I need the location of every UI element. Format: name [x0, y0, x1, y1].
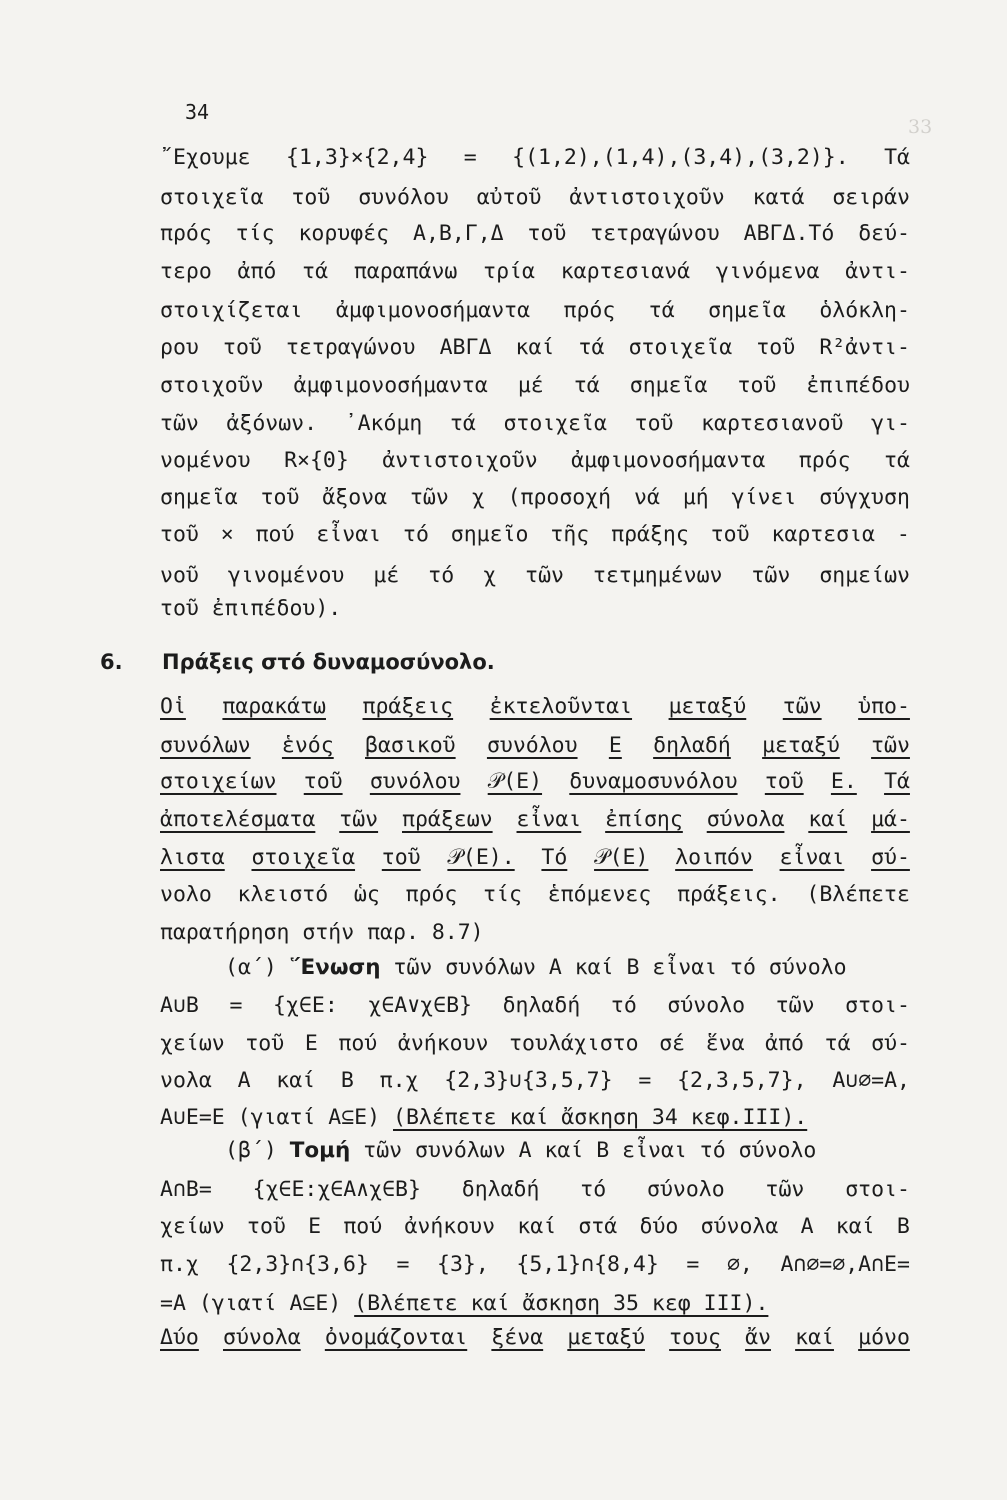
union-prefix: (α΄) — [225, 955, 290, 980]
word: νά — [634, 485, 660, 510]
text-line — [160, 409, 910, 439]
word: τό — [403, 522, 429, 547]
union-term: ῞Ενωση — [289, 955, 381, 980]
word: γινομένου — [227, 563, 345, 588]
word: τό — [610, 993, 637, 1018]
word: τῶν — [751, 563, 791, 588]
word: Τά — [884, 145, 910, 170]
word: μεταξύ — [567, 1325, 645, 1350]
word: = — [686, 1252, 700, 1277]
text-line — [160, 143, 910, 173]
word: × — [220, 522, 234, 547]
word: τουλάχιστο — [509, 1031, 639, 1056]
word: τῶν — [765, 1177, 805, 1202]
word: σύ- — [871, 845, 910, 870]
word: τό — [428, 563, 455, 588]
word: παραπάνω — [353, 259, 458, 284]
word: τοῦ — [527, 221, 567, 246]
word: ᾿Ακόμη — [344, 411, 423, 436]
word: ὑπο- — [858, 694, 910, 719]
text-line — [160, 1289, 910, 1319]
text-line — [160, 257, 910, 287]
word: Α∩Β= — [160, 1177, 212, 1202]
text-line — [160, 1103, 910, 1133]
word: τοῦ — [737, 373, 777, 398]
word: τῆς — [550, 522, 590, 547]
word: {5,1}∩{8,4} — [516, 1252, 659, 1277]
word: πράξεις. — [677, 882, 781, 907]
word: μεταξύ — [762, 733, 840, 758]
word: ἑνός — [281, 733, 334, 758]
word: λιστα — [160, 845, 225, 870]
word: τοῦ — [710, 522, 750, 547]
word: καί — [515, 335, 555, 360]
word: ∅, — [726, 1252, 753, 1277]
word: τῶν — [871, 733, 910, 758]
word: Ε. — [830, 769, 857, 794]
section-title: Πράξεις στό δυναμοσύνολο. — [162, 650, 495, 674]
word: ἐκτελοῦνται — [489, 694, 633, 719]
word: μέ — [373, 563, 400, 588]
text-line-underlined — [160, 843, 910, 873]
word: Δύο — [160, 1325, 199, 1350]
word: εἶναι — [316, 522, 382, 547]
word: ὀνομάζονται — [324, 1325, 468, 1350]
text-line — [160, 1212, 910, 1242]
word: ῎Εχουμε — [160, 145, 251, 170]
text-line — [160, 561, 910, 591]
word: τετραγώνου — [286, 335, 416, 360]
word: τῶν — [775, 993, 815, 1018]
word: ὡς — [353, 882, 380, 907]
word: στοι- — [845, 993, 910, 1018]
text-line-underlined — [160, 731, 910, 761]
word: σημεῖο — [450, 522, 529, 547]
word: ἐπίσης — [605, 807, 683, 832]
word: δηλαδή — [653, 733, 731, 758]
union-rest: τῶν συνόλων Α καί Β εἶναι τό σύνολο — [380, 955, 847, 980]
word: Α — [237, 1068, 251, 1093]
word: πρός — [405, 882, 458, 907]
word: στοιχεῖα — [503, 411, 608, 436]
word: Οἱ — [160, 694, 186, 719]
intersection-term: Τομή — [289, 1138, 351, 1163]
word: {2,3}∪{3,5,7} — [444, 1068, 613, 1093]
text-line: παρατήρηση στήν παρ. 8.7) — [160, 920, 484, 945]
word: καρτεσια — [771, 522, 876, 547]
union-definition-line — [225, 953, 910, 983]
word: Β — [340, 1068, 354, 1093]
word: {3}, — [437, 1252, 489, 1277]
word: τά — [824, 1031, 851, 1056]
word: χ — [483, 563, 497, 588]
text-line-underlined — [160, 805, 910, 835]
word: χ — [471, 485, 485, 510]
word: ἀξόνων. — [226, 411, 318, 436]
word: καί — [517, 1214, 557, 1239]
word: τά — [578, 335, 605, 360]
word: πράξεων — [402, 807, 493, 832]
word: τό — [580, 1177, 607, 1202]
word: γίνει — [731, 485, 797, 510]
word: τοῦ — [223, 335, 262, 360]
word: σύνολα — [223, 1325, 301, 1350]
word: δηλαδή — [502, 993, 581, 1018]
word: πού — [343, 1214, 383, 1239]
word: στά — [578, 1214, 618, 1239]
word: {χ∈Ε: — [273, 993, 338, 1018]
text-line — [160, 880, 910, 910]
word: π.χ — [379, 1068, 419, 1093]
word: συνόλου — [358, 185, 449, 210]
word: ἀπό — [237, 259, 277, 284]
word: Α∪Β — [160, 993, 199, 1018]
word: μέ — [517, 373, 544, 398]
word: ἀμφιμονοσήμαντα — [335, 298, 531, 323]
word: Α∩∅=∅,Α∩Ε= — [780, 1252, 910, 1277]
word: εἶναι — [779, 845, 845, 870]
word: ἀνήκουν — [404, 1214, 496, 1239]
word: μή — [682, 485, 709, 510]
page-number: 34 — [185, 100, 210, 124]
word: συνόλων — [160, 733, 251, 758]
word: πρός — [798, 448, 851, 473]
word: νολα — [160, 1068, 212, 1093]
word: συνόλου — [486, 733, 578, 758]
word: τά — [884, 448, 910, 473]
word: γινόμενα — [715, 259, 820, 284]
word: στοιχεῖα — [628, 335, 733, 360]
word: τοῦ — [381, 845, 421, 870]
word: τῶν — [782, 694, 822, 719]
word: Τό — [541, 845, 568, 870]
word: τετραγώνου — [590, 221, 720, 246]
word: Β — [896, 1214, 910, 1239]
word: νοῦ — [160, 563, 199, 588]
word: χείων — [160, 1214, 225, 1239]
word: {2,3}∩{3,6} — [226, 1252, 369, 1277]
word: χ∈Α∨χ∈Β} — [368, 993, 472, 1018]
word: Α,Β,Γ,Δ — [413, 221, 504, 246]
word: σύνολο — [667, 993, 746, 1018]
word: καί — [795, 1325, 834, 1350]
word: πού — [338, 1031, 378, 1056]
word: τά — [449, 411, 476, 436]
word: καί — [276, 1068, 316, 1093]
word: ἀμφιμονοσήμαντα — [571, 448, 766, 473]
word: σημεῖα — [708, 298, 786, 323]
union-last-plain: Α∪Ε=Ε (γιατί Α⊆Ε) — [160, 1105, 393, 1130]
word: {2,3,5,7}, — [677, 1068, 807, 1093]
word: τά — [648, 298, 675, 323]
text-line — [160, 991, 910, 1021]
word: ἀντιστοιχοῦν — [382, 448, 538, 473]
intersection-definition-line — [225, 1136, 910, 1166]
word: τοῦ — [245, 1031, 285, 1056]
word: καί — [808, 807, 848, 832]
word: ἐπιπέδου — [806, 373, 910, 398]
word: = — [229, 993, 243, 1018]
word: τοῦ — [247, 1214, 286, 1239]
word: ΑΒΓΔ — [439, 335, 492, 360]
word: 𝒫(Ε) — [487, 769, 543, 794]
text-line — [160, 183, 910, 213]
word: τοῦ — [764, 769, 804, 794]
word: τοῦ — [303, 769, 343, 794]
word: τοῦ — [160, 522, 199, 547]
word: Τά — [884, 769, 910, 794]
intersection-last-plain: =Α (γιατί Α⊆Ε) — [160, 1291, 355, 1316]
text-line — [160, 1029, 910, 1059]
word: αὐτοῦ — [476, 185, 542, 210]
word: τῶν — [525, 563, 564, 588]
word: {χ∈Ε:χ∈Α∧χ∈Β} — [252, 1177, 421, 1202]
word: χείων — [160, 1031, 225, 1056]
word: νομένου — [160, 448, 251, 473]
text-line-underlined — [160, 692, 910, 722]
word: = — [463, 145, 477, 170]
word: (προσοχή — [507, 485, 612, 510]
word: βασικοῦ — [365, 733, 456, 758]
word: ξένα — [491, 1325, 544, 1350]
intersection-rest: τῶν συνόλων Α καί Β εἶναι τό σύνολο — [350, 1138, 817, 1163]
word: Ε — [308, 1214, 322, 1239]
word: μόνο — [858, 1325, 910, 1350]
union-exercise-reference: (Βλέπετε καί ἄσκηση 34 κεφ.III). — [393, 1105, 808, 1130]
word: λοιπόν — [675, 845, 753, 870]
word: σύνολα — [700, 1214, 779, 1239]
word: ἕνα — [705, 1031, 745, 1056]
word: 𝒫(Ε). — [447, 845, 515, 870]
text-line-underlined — [160, 1323, 910, 1353]
word: R×{0} — [284, 448, 349, 473]
word: δυναμοσυνόλου — [569, 769, 738, 794]
text-line-underlined — [160, 767, 910, 797]
word: συνόλου — [369, 769, 461, 794]
word: ἀντι- — [845, 259, 910, 284]
word: πράξης — [611, 522, 689, 547]
word: τίς — [235, 221, 275, 246]
word: σύγχυση — [819, 485, 910, 510]
text-line — [160, 1066, 910, 1096]
word: σέ — [659, 1031, 686, 1056]
bleed-through-mark: 33 — [908, 116, 933, 138]
word: στοιχεῖα — [251, 845, 356, 870]
intersection-exercise-reference: (Βλέπετε καί ἄσκηση 35 κεφ III). — [354, 1291, 769, 1316]
text-line — [160, 333, 910, 363]
word: {(1,2),(1,4),(3,4),(3,2)}. — [512, 145, 849, 170]
word: Ε — [304, 1031, 318, 1056]
text-line — [160, 296, 910, 326]
word: παρακάτω — [222, 694, 326, 719]
word: τετμημένων — [593, 563, 723, 588]
word: π.χ — [160, 1252, 199, 1277]
text-line — [160, 446, 910, 476]
word: μά- — [871, 807, 910, 832]
word: τους — [669, 1325, 721, 1350]
text-line — [160, 371, 910, 401]
word: τά — [573, 373, 600, 398]
word: πρός — [160, 221, 212, 246]
word: τρία — [483, 259, 535, 284]
word: ΑΒΓΔ.Τό — [743, 221, 835, 246]
word: γι- — [871, 411, 910, 436]
word: κλειστό — [237, 882, 329, 907]
word: καρτεσιανοῦ — [701, 411, 844, 436]
word: κορυφές — [298, 221, 390, 246]
word: στοιχοῦν — [160, 373, 264, 398]
word: ἄν — [745, 1325, 771, 1350]
word: εἶναι — [516, 807, 582, 832]
word: ρου — [160, 335, 199, 360]
word: στοιχείων — [160, 769, 277, 794]
word: στοι- — [845, 1177, 910, 1202]
word: ἄξονα — [322, 485, 388, 510]
word: κατά — [752, 185, 805, 210]
word: Α∪∅=Α, — [832, 1068, 910, 1093]
section-number: 6. — [100, 650, 123, 674]
text-line — [160, 520, 910, 550]
word: Α — [800, 1214, 814, 1239]
word: τερο — [160, 259, 212, 284]
word: τοῦ — [756, 335, 796, 360]
word: καί — [835, 1214, 875, 1239]
word: δηλαδή — [461, 1177, 540, 1202]
word: δεύ- — [858, 221, 910, 246]
word: πρός — [563, 298, 616, 323]
word: ἀνήκουν — [397, 1031, 489, 1056]
word: τῶν — [339, 807, 379, 832]
word: ἀπό — [765, 1031, 805, 1056]
text-line — [160, 1175, 910, 1205]
text-line — [160, 1250, 910, 1280]
word: στοιχεῖα — [160, 185, 264, 210]
word: σύ- — [871, 1031, 910, 1056]
word: ἀμφιμονοσήμαντα — [293, 373, 488, 398]
word: ἑπόμενες — [547, 882, 652, 907]
word: σημεῖα — [160, 485, 238, 510]
word: στοιχίζεται — [160, 298, 303, 323]
word: πού — [255, 522, 295, 547]
word: τῶν — [409, 485, 449, 510]
word: νολο — [160, 882, 212, 907]
word: τίς — [483, 882, 522, 907]
word: τά — [302, 259, 329, 284]
word: τῶν — [160, 411, 199, 436]
word: = — [396, 1252, 410, 1277]
word: σημείων — [819, 563, 910, 588]
word: ὁλόκλη- — [819, 298, 910, 323]
word: 𝒫(Ε) — [594, 845, 649, 870]
word: = — [638, 1068, 652, 1093]
word: - — [896, 522, 910, 547]
word: {1,3}×{2,4} — [286, 145, 429, 170]
word: Ε — [608, 733, 622, 758]
word: τοῦ — [260, 485, 300, 510]
word: πράξεις — [362, 694, 454, 719]
word: σύνολο — [647, 1177, 725, 1202]
word: (Βλέπετε — [806, 882, 910, 907]
word: μεταξύ — [668, 694, 747, 719]
word: σύνολα — [706, 807, 785, 832]
text-line: τοῦ ἐπιπέδου). — [160, 596, 342, 621]
word: σημεῖα — [629, 373, 708, 398]
word: R²ἀντι- — [819, 335, 910, 360]
word: ἀντιστοιχοῦν — [569, 185, 725, 210]
word: σειράν — [832, 185, 910, 210]
text-line — [160, 219, 910, 249]
word: δύο — [639, 1214, 679, 1239]
word: καρτεσιανά — [560, 259, 691, 284]
word: τοῦ — [634, 411, 674, 436]
word: τοῦ — [291, 185, 331, 210]
intersection-prefix: (β΄) — [225, 1138, 290, 1163]
text-line — [160, 483, 910, 513]
word: ἀποτελέσματα — [160, 807, 316, 832]
